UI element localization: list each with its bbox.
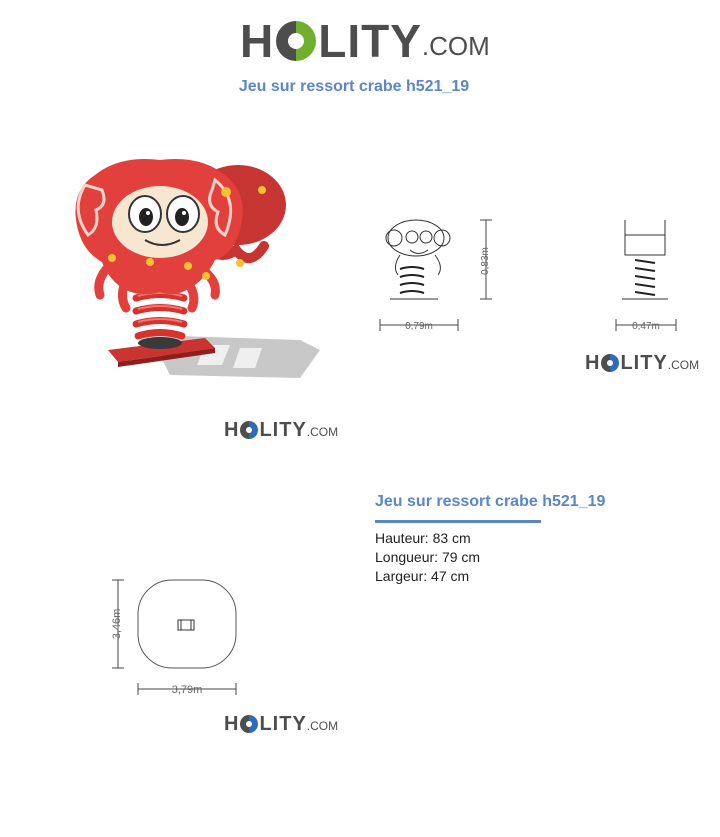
logo-domain: .COM xyxy=(421,31,490,61)
footprint-drawing[interactable] xyxy=(0,560,360,740)
specifications xyxy=(375,492,705,586)
page-title: Jeu sur ressort crabe h521_19 xyxy=(238,78,470,95)
drawings-watermark-logo xyxy=(585,350,699,376)
spec-divider xyxy=(375,520,541,523)
footprint-depth-label: 3,46m xyxy=(111,608,123,640)
logo-letter-h: H xyxy=(240,15,275,67)
watermark-o-icon xyxy=(601,354,619,372)
photo-watermark-logo xyxy=(224,417,338,443)
watermark-domain: .COM xyxy=(306,425,339,439)
footprint-width-label: 3,79m xyxy=(171,684,203,696)
footprint-watermark-logo xyxy=(224,711,338,737)
watermark-o-icon xyxy=(240,421,258,439)
watermark-letter-h: H xyxy=(224,713,240,735)
spec-list xyxy=(375,529,705,586)
watermark-letters: LITY xyxy=(620,352,668,374)
logo-o-icon xyxy=(276,21,316,61)
watermark-o-icon xyxy=(240,715,258,733)
watermark-domain: .COM xyxy=(306,719,339,733)
logo-letters: LITY xyxy=(318,15,422,67)
product-photo[interactable] xyxy=(0,150,360,460)
watermark-domain: .COM xyxy=(667,358,700,372)
watermark-letter-h: H xyxy=(224,419,240,441)
watermark-letters: LITY xyxy=(259,419,307,441)
front-width-label: 0,79m xyxy=(405,321,433,332)
side-width-label: 0,47m xyxy=(632,321,660,332)
spec-width: Largeur: 47 cm xyxy=(375,568,470,584)
watermark-letter-h: H xyxy=(585,352,601,374)
technical-drawings[interactable] xyxy=(360,205,720,385)
spec-length: Longueur: 79 cm xyxy=(375,549,481,565)
spec-title: Jeu sur ressort crabe h521_19 xyxy=(375,493,606,510)
watermark-letters: LITY xyxy=(259,713,307,735)
spec-height: Hauteur: 83 cm xyxy=(375,530,471,546)
crab-spring-rider-image xyxy=(0,150,360,460)
front-height-label: 0,83m xyxy=(480,247,491,275)
brand-logo[interactable] xyxy=(240,16,490,66)
